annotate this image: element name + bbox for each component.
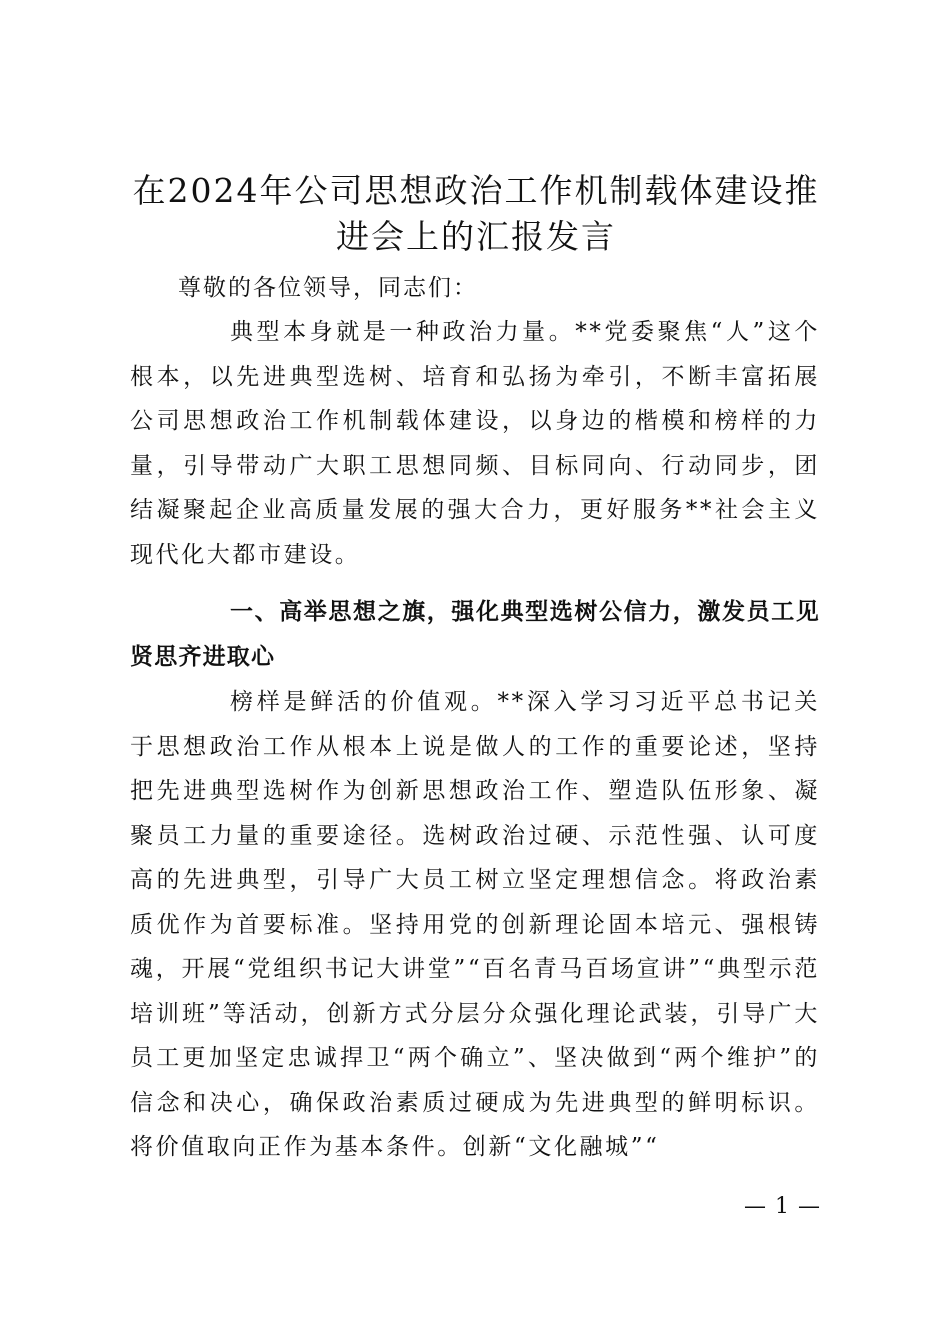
section-heading: 一、高举思想之旗，强化典型选树公信力，激发员工见贤思齐进取心 bbox=[130, 599, 820, 670]
page-number: — 1 — bbox=[744, 1194, 821, 1219]
document-title: 在2024年公司思想政治工作机制载体建设推进会上的汇报发言 bbox=[132, 171, 820, 256]
salutation: 尊敬的各位领导，同志们： bbox=[178, 275, 478, 301]
body-paragraph-section-1: 榜样是鲜活的价值观。**深入学习习近平总书记关于思想政治工作从根本上说是做人的工作的重要论述，坚持把先进典型选树作为创新思想政治工作、塑造队伍形象、凝聚员工力量的重要途径。选树政治过硬、示范性强、认可度高的先进典型，引导广大员工树立坚定理想信念。将政治素质优作为首要标准。坚持用党的创新理论固本培元、强根铸魂，开展“党组织书记大讲堂”“百名青马百场宣讲”“典型示范培训班”等活动，创新方式分层分众强化理论武装，引导广大员工更加坚定忠诚捍卫“两个确立”、坚决做到“两个维护”的信念和决心，确保政治素质过硬成为先进典型的鲜明标识。将价值取向正作为基本条件。创新“文化融城”“ bbox=[130, 689, 820, 1160]
body-paragraph-intro: 典型本身就是一种政治力量。**党委聚焦“人”这个根本，以先进典型选树、培育和弘扬为牵引，不断丰富拓展公司思想政治工作机制载体建设，以身边的楷模和榜样的力量，引导带动广大职工思想同频、目标同向、行动同步，团结凝聚起企业高质量发展的强大合力，更好服务**社会主义现代化大都市建设。 bbox=[130, 319, 820, 568]
